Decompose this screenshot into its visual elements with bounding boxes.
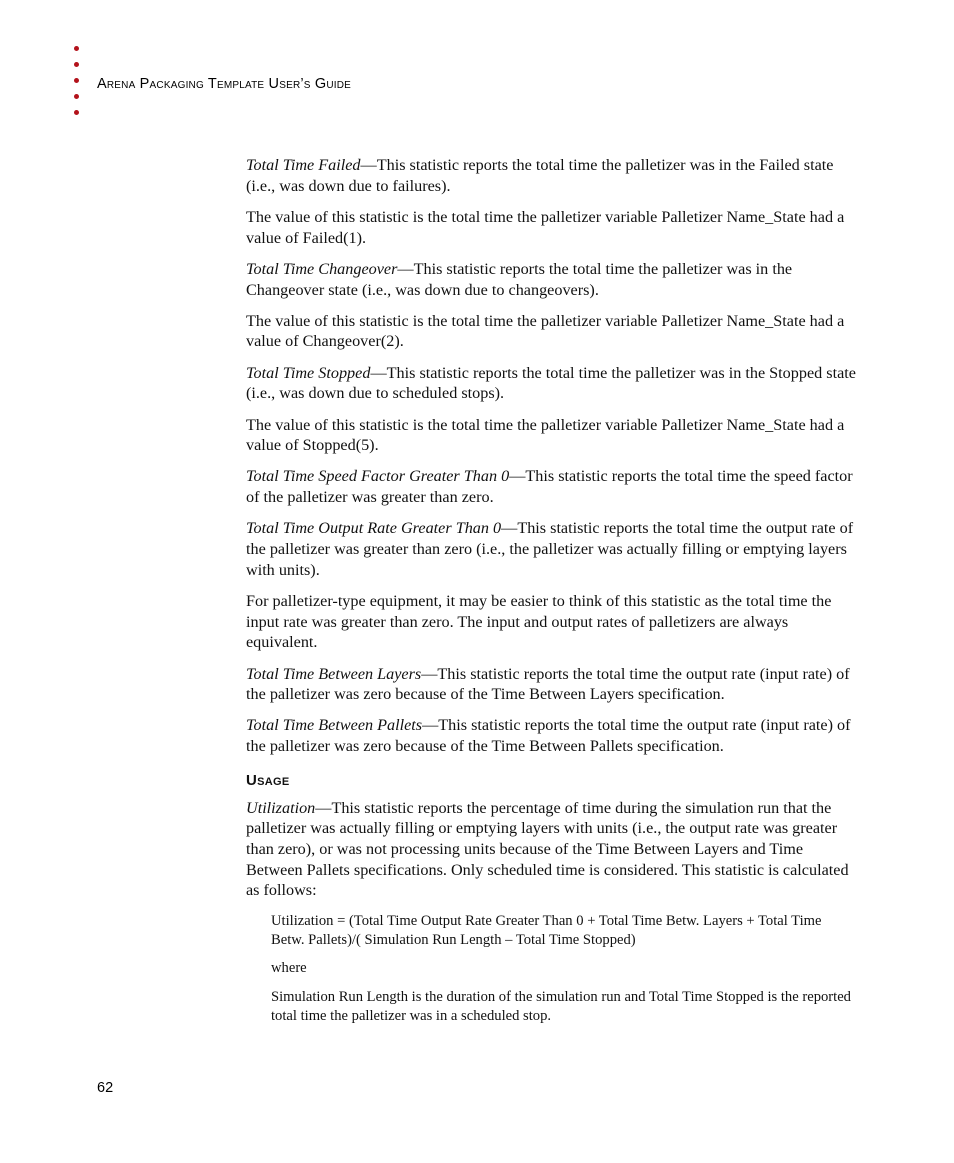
bullet-icon [74, 62, 79, 67]
paragraph-text: —This statistic reports the total time the output rate of the palletizer was greater than zero (i.e., the palletizer was actually filling or emptying layers with units). [246, 519, 854, 579]
statistic-term: Total Time Output Rate Greater Than 0 [246, 519, 502, 538]
paragraph-text: —This statistic reports the total time the speed factor of the palletizer was greater than zero. [246, 467, 853, 507]
paragraph [246, 518, 858, 580]
paragraph [246, 664, 858, 705]
statistic-term: Utilization [246, 798, 316, 817]
utilization-formula: Utilization = (Total Time Output Rate Greater Than 0 + Total Time Betw. Layers + Total Time Betw. Pallets)/( Simulation Run Length – Total Time Stopped) [271, 912, 822, 948]
paragraph-text: —This statistic reports the total time the palletizer was in the Failed state (i.e., was down due to failures). [246, 156, 834, 195]
paragraph-text: For palletizer-type equipment, it may be easier to think of this statistic as the total time the input rate was greater than zero. The input and output rates of palletizers are always equivalent. [246, 591, 832, 652]
statistic-term: Total Time Failed [246, 156, 361, 174]
paragraph [246, 715, 858, 756]
paragraph [246, 259, 858, 300]
paragraph [246, 466, 858, 507]
paragraph-text: —This statistic reports the percentage of time during the simulation run that the palletizer was actually filling or emptying layers with units (i.e., the output rate was greater than zero), or was not processing units because of the Time Between Layers and Time Between Pallets specifications. Only scheduled time is considered. This statistic is calculated as follows: [246, 798, 849, 900]
paragraph-text: —This statistic reports the total time the palletizer was in the Stopped state (i.e., was down due to scheduled stops). [246, 363, 856, 403]
paragraph [246, 311, 858, 352]
paragraph [246, 207, 858, 248]
paragraph-text: —This statistic reports the total time the output rate (input rate) of the palletizer was zero because of the Time Between Layers specification. [246, 664, 850, 704]
bullet-icon [74, 94, 79, 99]
paragraph [246, 155, 858, 196]
paragraph [246, 591, 858, 653]
statistic-term: Total Time Between Pallets [246, 716, 423, 735]
where-label: where [271, 960, 307, 977]
paragraph-text: —This statistic reports the total time the output rate (input rate) of the palletizer was zero because of the Time Between Pallets specification. [246, 716, 851, 756]
statistic-term: Total Time Speed Factor Greater Than 0 [246, 467, 510, 486]
paragraph [246, 363, 858, 404]
bullet-icon [74, 110, 79, 115]
main-content [246, 155, 858, 1036]
bullet-icon [74, 78, 79, 83]
paragraph [246, 415, 858, 456]
running-head: Arena Packaging Template User’s Guide [97, 76, 352, 92]
bullet-icon [74, 46, 79, 51]
margin-bullets [74, 46, 82, 126]
formula-block [271, 912, 858, 1027]
paragraph-text: The value of this statistic is the total time the palletizer variable Palletizer Name_State had a value of Failed(1). [246, 207, 845, 247]
paragraph-text: —This statistic reports the total time the palletizer was in the Changeover state (i.e., was down due to changeovers). [246, 259, 793, 299]
paragraph-text: The value of this statistic is the total time the palletizer variable Palletizer Name_State had a value of Stopped(5). [246, 415, 845, 455]
paragraph-text: The value of this statistic is the total time the palletizer variable Palletizer Name_State had a value of Changeover(2). [246, 311, 845, 351]
statistic-term: Total Time Changeover [246, 259, 398, 278]
page-number: 62 [97, 1080, 114, 1096]
section-heading-usage: Usage [246, 771, 290, 789]
statistic-term: Total Time Between Layers [246, 664, 422, 683]
paragraph [246, 798, 858, 902]
statistic-term: Total Time Stopped [246, 363, 371, 382]
formula-definition: Simulation Run Length is the duration of the simulation run and Total Time Stopped is the reported total time the palletizer was in a scheduled stop. [271, 988, 851, 1025]
